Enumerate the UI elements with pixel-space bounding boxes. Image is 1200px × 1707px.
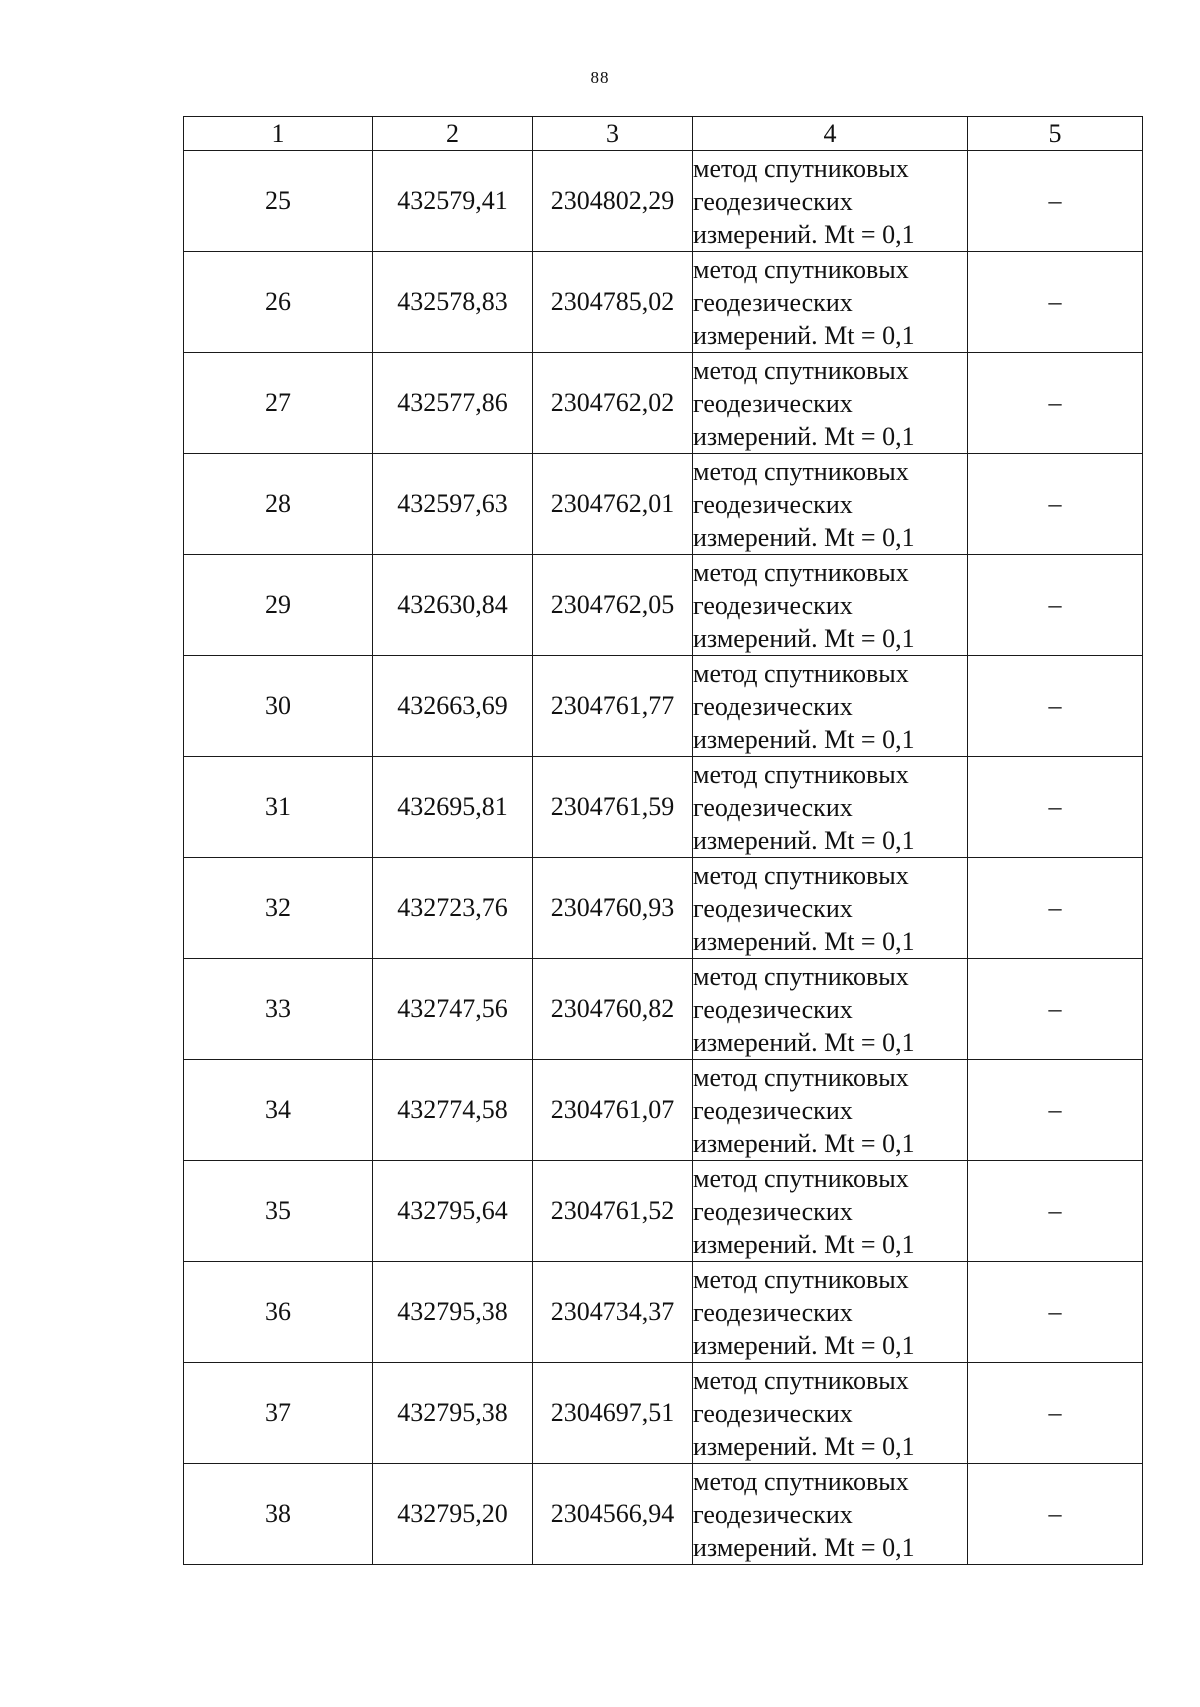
x-coordinate-cell: 432795,38 [373,1262,533,1363]
method-line: геодезических [693,1398,853,1428]
method-line: метод спутниковых [693,961,909,991]
method-line: геодезических [693,590,853,620]
x-coordinate-cell: 432747,56 [373,959,533,1060]
method-cell [693,1363,968,1464]
extra-cell: – [968,353,1143,454]
method-cell [693,151,968,252]
method-line: геодезических [693,186,853,216]
point-number-cell: 28 [184,454,373,555]
method-line: измерений. Mt = 0,1 [693,522,915,552]
x-coordinate-cell: 432795,38 [373,1363,533,1464]
method-line: измерений. Mt = 0,1 [693,1330,915,1360]
x-coordinate-cell: 432795,20 [373,1464,533,1565]
method-cell [693,1161,968,1262]
page-number: 88 [590,68,610,87]
method-line: геодезических [693,1297,853,1327]
method-line: геодезических [693,1095,853,1125]
extra-cell: – [968,1161,1143,1262]
header-col-2: 2 [373,117,533,151]
table-row [184,959,1143,1060]
y-coordinate-cell: 2304697,51 [533,1363,693,1464]
method-line: метод спутниковых [693,456,909,486]
x-coordinate-cell: 432630,84 [373,555,533,656]
table-row [184,252,1143,353]
x-coordinate-cell: 432577,86 [373,353,533,454]
method-line: измерений. Mt = 0,1 [693,724,915,754]
method-line: метод спутниковых [693,1163,909,1193]
y-coordinate-cell: 2304566,94 [533,1464,693,1565]
y-coordinate-cell: 2304761,07 [533,1060,693,1161]
table-row [184,1161,1143,1262]
method-cell [693,656,968,757]
method-line: измерений. Mt = 0,1 [693,1532,915,1562]
extra-cell: – [968,1464,1143,1565]
method-line: измерений. Mt = 0,1 [693,623,915,653]
extra-cell: – [968,656,1143,757]
y-coordinate-cell: 2304761,52 [533,1161,693,1262]
method-line: измерений. Mt = 0,1 [693,1431,915,1461]
method-line: измерений. Mt = 0,1 [693,320,915,350]
method-line: метод спутниковых [693,1365,909,1395]
header-col-1: 1 [184,117,373,151]
method-line: геодезических [693,388,853,418]
y-coordinate-cell: 2304761,59 [533,757,693,858]
x-coordinate-cell: 432723,76 [373,858,533,959]
point-number-cell: 32 [184,858,373,959]
method-line: метод спутниковых [693,153,909,183]
point-number-cell: 26 [184,252,373,353]
header-row [184,117,1143,151]
point-number-cell: 33 [184,959,373,1060]
table-row [184,1363,1143,1464]
method-cell [693,1464,968,1565]
method-cell [693,757,968,858]
x-coordinate-cell: 432597,63 [373,454,533,555]
point-number-cell: 31 [184,757,373,858]
extra-cell: – [968,1060,1143,1161]
method-line: метод спутниковых [693,759,909,789]
method-line: измерений. Mt = 0,1 [693,1027,915,1057]
extra-cell: – [968,757,1143,858]
method-line: геодезических [693,1499,853,1529]
method-cell [693,959,968,1060]
method-line: геодезических [693,893,853,923]
method-line: метод спутниковых [693,860,909,890]
method-line: метод спутниковых [693,557,909,587]
method-line: метод спутниковых [693,1062,909,1092]
method-cell [693,858,968,959]
method-line: геодезических [693,792,853,822]
method-line: метод спутниковых [693,1264,909,1294]
header-col-3: 3 [533,117,693,151]
method-line: геодезических [693,287,853,317]
x-coordinate-cell: 432578,83 [373,252,533,353]
y-coordinate-cell: 2304802,29 [533,151,693,252]
extra-cell: – [968,959,1143,1060]
method-line: измерений. Mt = 0,1 [693,1128,915,1158]
method-line: измерений. Mt = 0,1 [693,825,915,855]
y-coordinate-cell: 2304785,02 [533,252,693,353]
extra-cell: – [968,1262,1143,1363]
method-cell [693,454,968,555]
table-row [184,1464,1143,1565]
table-row [184,353,1143,454]
x-coordinate-cell: 432579,41 [373,151,533,252]
extra-cell: – [968,555,1143,656]
point-number-cell: 25 [184,151,373,252]
x-coordinate-cell: 432795,64 [373,1161,533,1262]
x-coordinate-cell: 432695,81 [373,757,533,858]
table-row [184,151,1143,252]
method-cell [693,1060,968,1161]
method-line: геодезических [693,994,853,1024]
table-row [184,858,1143,959]
header-col-4: 4 [693,117,968,151]
table-row [184,656,1143,757]
method-line: геодезических [693,489,853,519]
method-cell [693,1262,968,1363]
method-line: метод спутниковых [693,1466,909,1496]
point-number-cell: 30 [184,656,373,757]
table-row [184,1060,1143,1161]
header-col-5: 5 [968,117,1143,151]
y-coordinate-cell: 2304734,37 [533,1262,693,1363]
method-cell [693,353,968,454]
point-number-cell: 34 [184,1060,373,1161]
y-coordinate-cell: 2304760,93 [533,858,693,959]
table-header [184,117,1143,151]
method-cell [693,252,968,353]
point-number-cell: 36 [184,1262,373,1363]
method-line: измерений. Mt = 0,1 [693,219,915,249]
x-coordinate-cell: 432774,58 [373,1060,533,1161]
table-row [184,757,1143,858]
method-line: метод спутниковых [693,658,909,688]
point-number-cell: 29 [184,555,373,656]
table-body [184,151,1143,1565]
x-coordinate-cell: 432663,69 [373,656,533,757]
point-number-cell: 37 [184,1363,373,1464]
y-coordinate-cell: 2304762,01 [533,454,693,555]
table-row [184,1262,1143,1363]
point-number-cell: 27 [184,353,373,454]
method-cell [693,555,968,656]
extra-cell: – [968,858,1143,959]
extra-cell: – [968,252,1143,353]
table-row [184,454,1143,555]
method-line: геодезических [693,691,853,721]
point-number-cell: 38 [184,1464,373,1565]
table-row [184,555,1143,656]
method-line: измерений. Mt = 0,1 [693,926,915,956]
coordinates-table [183,116,1143,1565]
point-number-cell: 35 [184,1161,373,1262]
method-line: метод спутниковых [693,355,909,385]
y-coordinate-cell: 2304762,02 [533,353,693,454]
method-line: метод спутниковых [693,254,909,284]
y-coordinate-cell: 2304761,77 [533,656,693,757]
method-line: геодезических [693,1196,853,1226]
extra-cell: – [968,1363,1143,1464]
y-coordinate-cell: 2304760,82 [533,959,693,1060]
extra-cell: – [968,151,1143,252]
y-coordinate-cell: 2304762,05 [533,555,693,656]
method-line: измерений. Mt = 0,1 [693,1229,915,1259]
extra-cell: – [968,454,1143,555]
method-line: измерений. Mt = 0,1 [693,421,915,451]
